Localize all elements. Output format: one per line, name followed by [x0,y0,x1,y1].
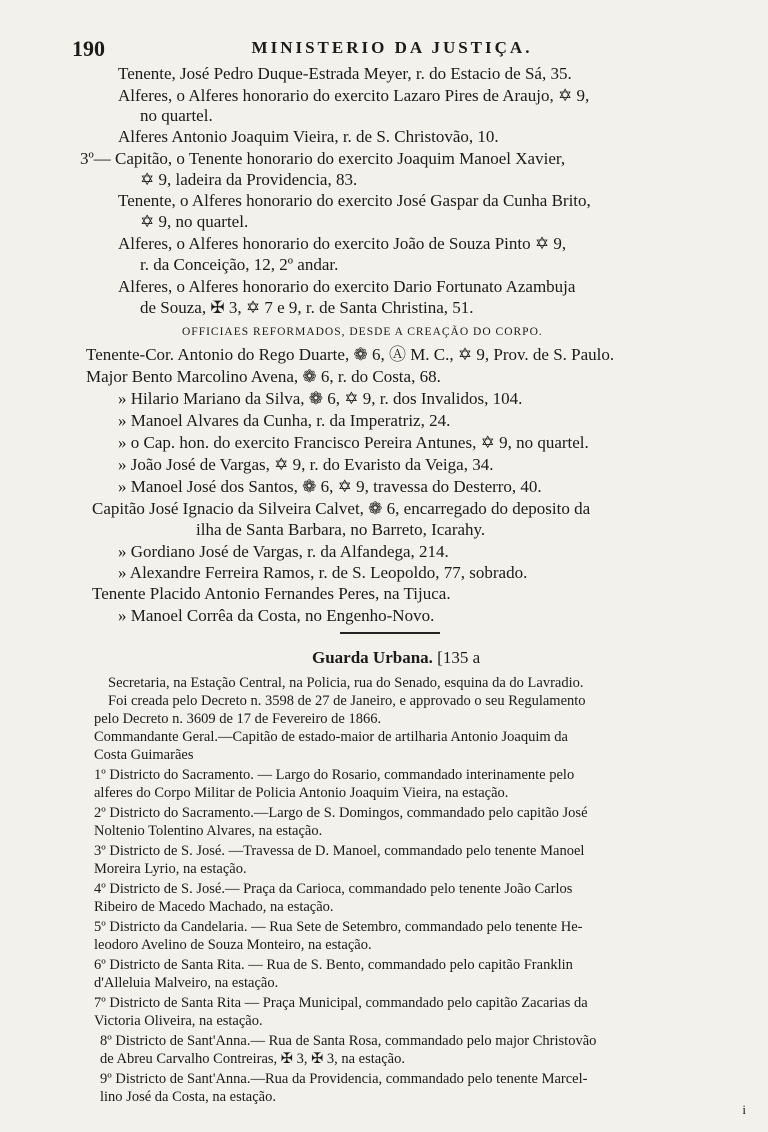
page-header [72,36,712,60]
guarda-line: 4º Districto de S. José.— Praça da Carioca, commandado pelo tenente João Carlos [94,881,573,897]
text-line: Alferes, o Alferes honorario do exercito João de Souza Pinto ✡ 9, [118,234,567,253]
text-line: de Souza, ✠ 3, ✡ 7 e 9, r. de Santa Christina, 51. [140,298,474,317]
guarda-line: 5º Districto da Candelaria. — Rua Sete de Setembro, commandado pelo tenente He- [94,919,583,935]
text-line: ✡ 9, no quartel. [140,212,249,231]
text-line: ✡ 9, ladeira da Providencia, 83. [140,170,358,189]
guarda-line: 3º Districto de S. José. —Travessa de D. Manoel, commandado pelo tenente Manoel [94,843,585,859]
corner-mark: i [742,1102,746,1117]
officer-line: » Manoel José dos Santos, ❁ 6, ✡ 9, travessa do Desterro, 40. [118,477,542,496]
page-title: MINISTERIO DA JUSTIÇA. [251,38,533,57]
guarda-line: Moreira Lyrio, na estação. [94,861,247,877]
guarda-line: d'Alleluia Malveiro, na estação. [94,975,279,991]
guarda-line: pelo Decreto n. 3609 de 17 de Fevereiro de 1866. [94,711,382,727]
section-divider [340,632,440,634]
guarda-line: 8º Districto de Sant'Anna.— Rua de Santa Rosa, commandado pelo major Christovão [100,1033,597,1049]
guarda-count: [135 a [437,648,481,667]
text-line: Tenente, José Pedro Duque-Estrada Meyer, r. do Estacio de Sá, 35. [118,64,572,83]
officer-line: » o Cap. hon. do exercito Francisco Pereira Antunes, ✡ 9, no quartel. [118,433,589,452]
guarda-line: Ribeiro de Macedo Machado, na estação. [94,899,334,915]
guarda-line: 1º Districto do Sacramento. — Largo do Rosario, commandado interinamente pelo [94,767,575,783]
guarda-line: Foi creada pelo Decreto n. 3598 de 27 de Janeiro, e approvado o seu Regulamento [108,693,586,709]
guarda-line: 7º Districto de Santa Rita — Praça Municipal, commandado pelo capitão Zacarias da [94,995,588,1011]
guarda-line: 9º Districto de Sant'Anna.—Rua da Providencia, commandado pelo tenente Marcel- [100,1071,588,1087]
text-line: 3º— Capitão, o Tenente honorario do exercito Joaquim Manoel Xavier, [80,149,566,168]
officer-line: » Gordiano José de Vargas, r. da Alfandega, 214. [118,542,449,561]
guarda-line: Noltenio Tolentino Alvares, na estação. [94,823,323,839]
text-line: no quartel. [140,106,213,125]
officer-line: Tenente Placido Antonio Fernandes Peres, na Tijuca. [92,584,451,603]
officer-line: Major Bento Marcolino Avena, ❁ 6, r. do Costa, 68. [86,367,441,386]
text-line: Alferes, o Alferes honorario do exercito Dario Fortunato Azambuja [118,277,576,296]
officer-line: Capitão José Ignacio da Silveira Calvet, ❁ 6, encarregado do deposito da [92,499,591,518]
officer-line: » João José de Vargas, ✡ 9, r. do Evaristo da Veiga, 34. [118,455,494,474]
guarda-line: Victoria Oliveira, na estação. [94,1013,263,1029]
officer-line: Tenente-Cor. Antonio do Rego Duarte, ❁ 6, Ⓐ M. C., ✡ 9, Prov. de S. Paulo. [86,345,615,364]
guarda-line: Costa Guimarães [94,747,194,763]
guarda-line: de Abreu Carvalho Contreiras, ✠ 3, ✠ 3, na estação. [100,1051,405,1067]
section-heading: OFFICIAES REFORMADOS, DESDE A CREAÇÃO DO CORPO. [182,326,543,338]
guarda-line: leodoro Avelino de Souza Monteiro, na estação. [94,937,372,953]
text-line: Tenente, o Alferes honorario do exercito José Gaspar da Cunha Brito, [118,191,591,210]
officer-line: » Manoel Corrêa da Costa, no Engenho-Novo. [118,606,435,625]
page-number: 190 [72,36,105,61]
text-line: Alferes Antonio Joaquim Vieira, r. de S. Christovão, 10. [118,127,499,146]
guarda-line: lino José da Costa, na estação. [100,1089,276,1105]
guarda-line: Commandante Geral.—Capitão de estado-maior de artilharia Antonio Joaquim da [94,729,568,745]
officer-line: » Alexandre Ferreira Ramos, r. de S. Leopoldo, 77, sobrado. [118,563,528,582]
text-line: Alferes, o Alferes honorario do exercito Lazaro Pires de Araujo, ✡ 9, [118,86,590,105]
guarda-heading [312,648,480,668]
officer-line: ilha de Santa Barbara, no Barreto, Icarahy. [196,520,486,539]
guarda-line: 6º Districto de Santa Rita. — Rua de S. Bento, commandado pelo capitão Franklin [94,957,573,973]
officer-line: » Manoel Alvares da Cunha, r. da Imperatriz, 24. [118,411,451,430]
guarda-title: Guarda Urbana. [312,648,433,667]
officer-line: » Hilario Mariano da Silva, ❁ 6, ✡ 9, r. dos Invalidos, 104. [118,389,523,408]
text-line: r. da Conceição, 12, 2º andar. [140,255,339,274]
guarda-line: alferes do Corpo Militar de Policia Antonio Joaquim Vieira, na estação. [94,785,509,801]
guarda-line: 2º Districto do Sacramento.—Largo de S. Domingos, commandado pelo capitão José [94,805,588,821]
guarda-line: Secretaria, na Estação Central, na Policia, rua do Senado, esquina da do Lavradio. [108,675,584,691]
